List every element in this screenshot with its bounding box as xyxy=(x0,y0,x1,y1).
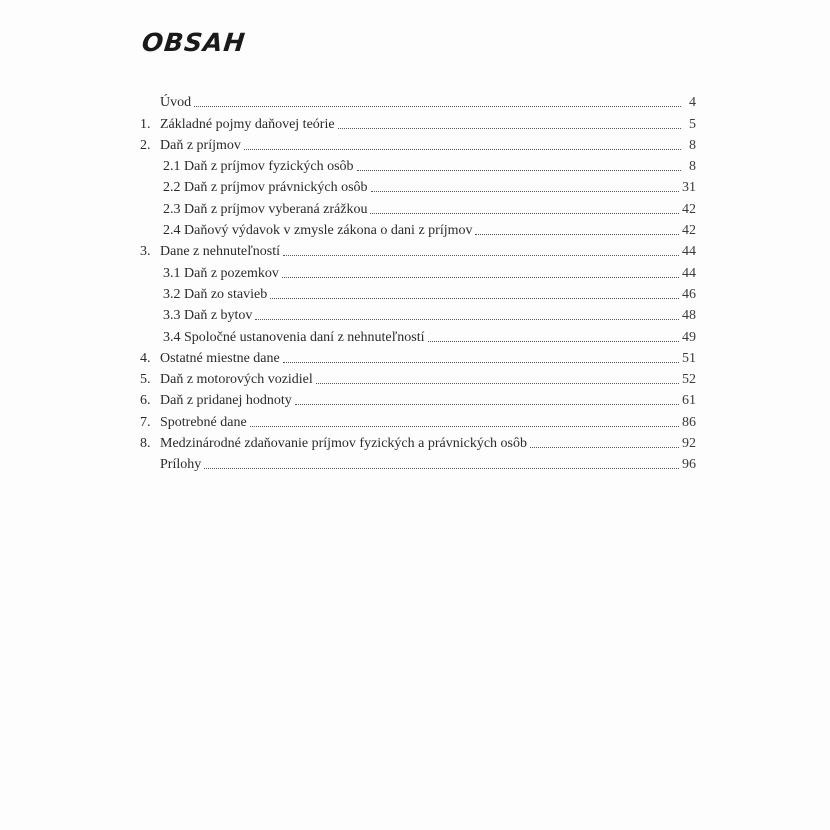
toc-entry-line xyxy=(160,138,696,154)
toc-entry-title: 3.3 Daň z bytov xyxy=(163,308,253,324)
toc-entry-page-number: 49 xyxy=(682,329,696,345)
toc-entry-line xyxy=(160,436,696,452)
toc-entry-line xyxy=(163,180,696,196)
toc-entry xyxy=(130,326,700,347)
toc-entry-title: 2.3 Daň z príjmov vyberaná zrážkou xyxy=(163,201,368,217)
toc-entry-page-number: 8 xyxy=(689,159,696,175)
toc-entry-page-number: 8 xyxy=(689,137,696,153)
toc-dot-leader xyxy=(283,255,679,256)
toc-entry xyxy=(130,411,700,432)
toc-entry-page-number: 31 xyxy=(682,180,696,196)
toc-dot-leader xyxy=(250,426,679,427)
toc-entry-title: 3.1 Daň z pozemkov xyxy=(163,265,279,281)
toc-dot-leader xyxy=(316,383,679,384)
toc-entry-title: Základné pojmy daňovej teórie xyxy=(160,116,335,132)
toc-entry-page-number: 42 xyxy=(682,223,696,239)
toc-dot-leader xyxy=(204,468,679,469)
toc-entry-number: 4. xyxy=(140,350,151,366)
toc-entry-title: Daň z pridanej hodnoty xyxy=(160,393,292,409)
toc-entry-line xyxy=(160,393,696,409)
toc-entry xyxy=(130,113,700,134)
toc-entry-line xyxy=(160,95,696,111)
toc-dot-leader xyxy=(295,404,679,405)
toc-dot-leader xyxy=(428,341,679,342)
toc-entry xyxy=(130,390,700,411)
toc-entry xyxy=(130,262,700,283)
toc-entry-line xyxy=(163,330,696,346)
toc-entry-title: 3.2 Daň zo stavieb xyxy=(163,286,268,302)
toc-dot-leader xyxy=(530,447,679,448)
toc-entry-title: Spotrebné dane xyxy=(160,414,247,430)
toc-entry xyxy=(130,284,700,305)
toc-entry xyxy=(130,454,700,475)
toc-entry-page-number: 51 xyxy=(682,350,696,366)
toc-entry-line xyxy=(160,372,696,388)
toc-dot-leader xyxy=(370,213,679,214)
toc-entry-page-number: 44 xyxy=(682,265,696,281)
toc-entry-page-number: 5 xyxy=(689,116,696,132)
toc-entry-line xyxy=(163,159,696,175)
toc-entry-line xyxy=(160,415,696,431)
toc-entry xyxy=(130,177,700,198)
toc-entry-title: Medzinárodné zdaňovanie príjmov fyzických a právnických osôb xyxy=(160,436,527,452)
toc-dot-leader xyxy=(371,191,679,192)
toc-entry-page-number: 52 xyxy=(682,372,696,388)
toc-entry-line xyxy=(163,202,696,218)
table-of-contents xyxy=(130,92,700,475)
toc-entry-title: 3.4 Spoločné ustanovenia daní z nehnuteľností xyxy=(163,329,425,345)
toc-entry-number: 3. xyxy=(140,244,151,260)
toc-entry-title: Prílohy xyxy=(160,457,202,473)
toc-entry xyxy=(130,198,700,219)
toc-entry-page-number: 42 xyxy=(682,201,696,217)
toc-entry-number: 1. xyxy=(140,116,151,132)
toc-entry-page-number: 48 xyxy=(682,308,696,324)
toc-entry-title: Daň z príjmov xyxy=(160,137,241,153)
toc-entry xyxy=(130,220,700,241)
toc-entry-title: Úvod xyxy=(160,95,192,111)
toc-entry xyxy=(130,369,700,390)
page-title: OBSAH xyxy=(140,28,248,57)
toc-entry-number: 8. xyxy=(140,436,151,452)
toc-entry-line xyxy=(160,244,696,260)
toc-entry-title: 2.2 Daň z príjmov právnických osôb xyxy=(163,180,368,196)
toc-dot-leader xyxy=(194,106,681,107)
toc-dot-leader xyxy=(255,319,679,320)
toc-entry-line xyxy=(160,117,696,133)
toc-entry-page-number: 92 xyxy=(682,436,696,452)
toc-entry-line xyxy=(163,266,696,282)
toc-entry-line xyxy=(163,287,696,303)
toc-entry-title: 2.1 Daň z príjmov fyzických osôb xyxy=(163,159,354,175)
toc-entry-title: Ostatné miestne dane xyxy=(160,350,280,366)
toc-entry-page-number: 46 xyxy=(682,286,696,302)
toc-entry-page-number: 4 xyxy=(689,95,696,111)
toc-entry-line xyxy=(163,308,696,324)
toc-entry-page-number: 61 xyxy=(682,393,696,409)
toc-dot-leader xyxy=(283,362,679,363)
toc-dot-leader xyxy=(338,128,681,129)
toc-dot-leader xyxy=(282,277,679,278)
toc-entry-title: 2.4 Daňový výdavok v zmysle zákona o dani z príjmov xyxy=(163,223,473,239)
toc-entry-number: 2. xyxy=(140,137,151,153)
toc-entry-number: 5. xyxy=(140,372,151,388)
toc-entry xyxy=(130,156,700,177)
toc-entry xyxy=(130,241,700,262)
toc-entry-page-number: 86 xyxy=(682,414,696,430)
toc-entry xyxy=(130,348,700,369)
toc-dot-leader xyxy=(357,170,681,171)
toc-dot-leader xyxy=(475,234,679,235)
toc-entry-page-number: 96 xyxy=(682,457,696,473)
toc-dot-leader xyxy=(270,298,679,299)
toc-entry xyxy=(130,305,700,326)
toc-entry-line xyxy=(160,351,696,367)
toc-entry xyxy=(130,433,700,454)
toc-entry xyxy=(130,135,700,156)
toc-entry-number: 6. xyxy=(140,393,151,409)
toc-entry-line xyxy=(163,223,696,239)
toc-entry-title: Daň z motorových vozidiel xyxy=(160,372,313,388)
toc-entry-title: Dane z nehnuteľností xyxy=(160,244,280,260)
toc-entry-page-number: 44 xyxy=(682,244,696,260)
toc-entry-number: 7. xyxy=(140,414,151,430)
toc-entry xyxy=(130,92,700,113)
toc-entry-line xyxy=(160,457,696,473)
toc-dot-leader xyxy=(244,149,681,150)
